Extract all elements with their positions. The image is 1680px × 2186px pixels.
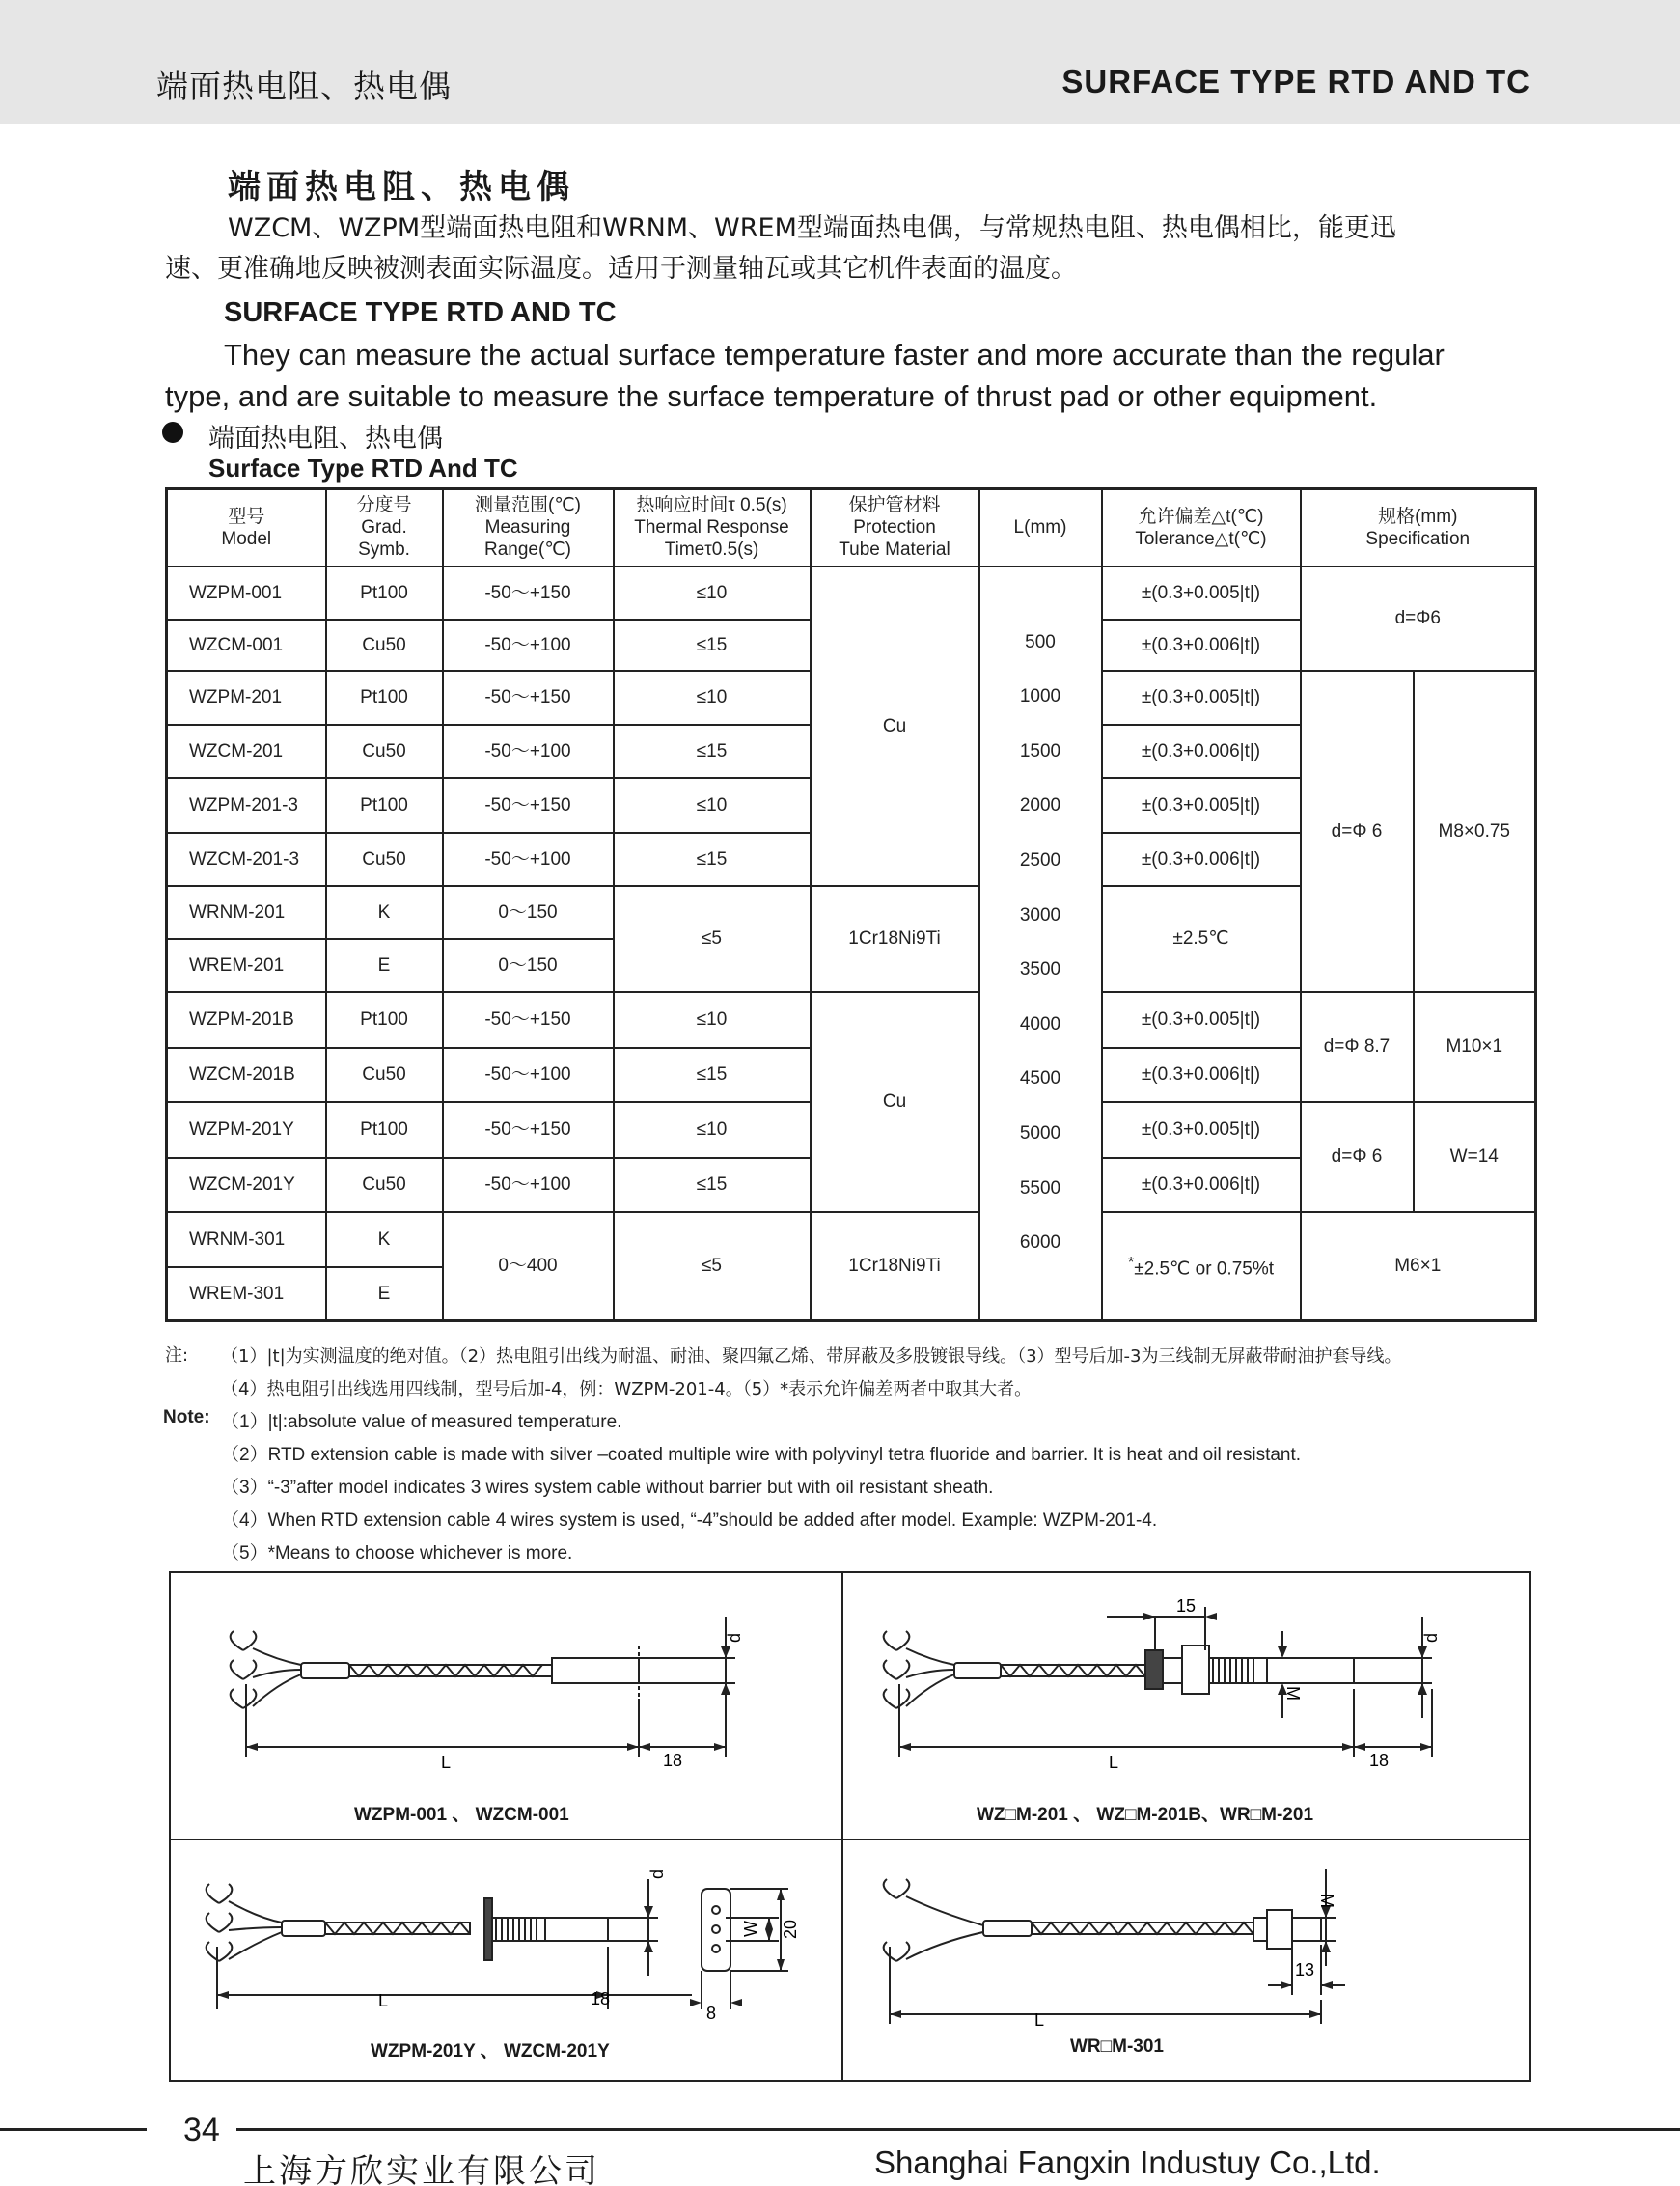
figure-wz-m-201-drawing — [843, 1573, 1533, 1839]
length-value: 4000 — [1019, 1013, 1061, 1035]
figure-label-4: WR□M-301 — [1070, 2036, 1164, 2057]
cell-time: ≤10 — [614, 778, 811, 833]
cell-range: -50～+150 — [443, 671, 614, 725]
cell-time: ≤10 — [614, 1102, 811, 1158]
table-row — [167, 1212, 1536, 1267]
cell-spec-d: d=Φ 6 — [1301, 1102, 1414, 1212]
cell-model: WZCM-201-3 — [167, 833, 326, 886]
length-value: 4500 — [1019, 1068, 1061, 1090]
figure-label-3: WZPM-201Y 、 WZCM-201Y — [371, 2041, 610, 2061]
footer-company-cn: 上海方欣实业有限公司 — [243, 2152, 600, 2186]
notes-label-en: Note: — [163, 1407, 210, 1427]
dim-18-label: 18 — [663, 1751, 683, 1770]
length-value: 3500 — [1019, 959, 1061, 981]
cell-tolerance: *±2.5℃ or 0.75%t — [1102, 1212, 1301, 1321]
note-en-line3: （3）“-3”after model indicates 3 wires system cable without barrier but with oil resistant sheath. — [221, 1478, 994, 1498]
cell-model: WZPM-201 — [167, 671, 326, 725]
intro-en-line2: type, and are suitable to measure the surface temperature of thrust pad or other equipment. — [165, 379, 1378, 413]
length-value: 500 — [1025, 631, 1056, 652]
intro-en-line1: They can measure the actual surface temperature faster and more accurate than the regular — [224, 338, 1445, 372]
table-row — [167, 567, 1536, 620]
cell-model: WZPM-201-3 — [167, 778, 326, 833]
cell-model: WZCM-001 — [167, 620, 326, 671]
length-value: 1000 — [1019, 686, 1061, 707]
dim-L-label: L — [1109, 1753, 1119, 1772]
note-en-line5: （5）*Means to choose whichever is more. — [221, 1543, 573, 1563]
header-spec: 规格(mm) Specification — [1301, 489, 1536, 567]
note-en-line2: （2）RTD extension cable is made with silver –coated multiple wire with polyvinyl tetra fluoride and barrier. It is heat and oil resistant. — [221, 1445, 1302, 1465]
intro-cn-line2: 速、更准确地反映被测表面实际温度。适用于测量轴瓦或其它机件表面的温度。 — [165, 254, 1077, 284]
cell-tolerance: ±(0.3+0.005|t|) — [1102, 1102, 1301, 1158]
figure-301-drawing — [843, 1840, 1533, 2084]
header-time: 热响应时间τ 0.5(s) Thermal Response Timeτ0.5(s) — [614, 489, 811, 567]
cell-material: 1Cr18Ni9Ti — [811, 1212, 979, 1321]
cell-material: 1Cr18Ni9Ti — [811, 886, 979, 992]
length-value: 1500 — [1019, 740, 1061, 761]
section-heading-cn: 端面热电阻、热电偶 — [228, 168, 575, 207]
cell-range: 0～400 — [443, 1212, 614, 1321]
header-range: 测量范围(℃) Measuring Range(℃) — [443, 489, 614, 567]
cell-grad: Cu50 — [326, 833, 443, 886]
table-header-row — [167, 489, 1536, 567]
cell-tolerance: ±(0.3+0.006|t|) — [1102, 833, 1301, 886]
cell-range: -50～+150 — [443, 1102, 614, 1158]
dim-d-label: d — [725, 1632, 744, 1643]
bullet-icon — [162, 422, 183, 443]
cell-grad: Cu50 — [326, 1158, 443, 1212]
figure-label-1: WZPM-001 、 WZCM-001 — [354, 1805, 569, 1825]
cell-grad: E — [326, 1267, 443, 1321]
length-value: 2500 — [1019, 850, 1061, 872]
cell-grad: Cu50 — [326, 620, 443, 671]
dim-L-label: L — [378, 1991, 389, 2010]
cell-grad: Cu50 — [326, 725, 443, 778]
subheading-en: Surface Type RTD And TC — [208, 454, 518, 483]
cell-range: -50～+150 — [443, 992, 614, 1048]
note-cn-line1: （1）|t|为实测温度的绝对值。（2）热电阻引出线为耐温、耐油、聚四氟乙烯、带屏蔽及多股镀银导线。（3）型号后加-3为三线制无屏蔽带耐油护套导线。 — [221, 1346, 1402, 1367]
cell-grad: Pt100 — [326, 567, 443, 620]
cell-time: ≤15 — [614, 725, 811, 778]
length-value: 5500 — [1019, 1177, 1061, 1199]
dim-d-label: d — [647, 1868, 667, 1879]
cell-range: -50～+150 — [443, 567, 614, 620]
cell-spec-w: W=14 — [1414, 1102, 1536, 1212]
header-model: 型号 Model — [167, 489, 326, 567]
note-en-line4: （4）When RTD extension cable 4 wires system is used, “-4”should be added after model. Example: WZPM-201-4. — [221, 1510, 1158, 1531]
footer-rule-right — [236, 2128, 1680, 2131]
cell-time: ≤10 — [614, 671, 811, 725]
dim-M-label: M — [1283, 1686, 1303, 1701]
cell-tolerance: ±(0.3+0.006|t|) — [1102, 1048, 1301, 1102]
cell-range: 0～150 — [443, 886, 614, 939]
cell-spec-d: d=Φ 8.7 — [1301, 992, 1414, 1102]
length-value: 5000 — [1019, 1123, 1061, 1145]
cell-model: WRNM-201 — [167, 886, 326, 939]
cell-model: WZPM-201B — [167, 992, 326, 1048]
cell-range: -50～+100 — [443, 620, 614, 671]
dim-15-label: 15 — [1176, 1596, 1197, 1616]
dim-L-label: L — [441, 1753, 452, 1772]
dim-W-label: W — [741, 1921, 760, 1937]
cell-time: ≤15 — [614, 620, 811, 671]
cell-grad: Pt100 — [326, 992, 443, 1048]
cell-grad: K — [326, 1212, 443, 1267]
dim-d-label: d — [1421, 1632, 1441, 1643]
figure-wzpm-001-drawing — [171, 1573, 841, 1839]
dim-13-label: 13 — [1295, 1960, 1315, 1979]
cell-range: -50～+100 — [443, 833, 614, 886]
section-heading-en: SURFACE TYPE RTD AND TC — [224, 297, 617, 328]
intro-cn-line1: WZCM、WZPM型端面热电阻和WRNM、WREM型端面热电偶，与常规热电阻、热电偶相比，能更迅 — [228, 213, 1396, 243]
note-cn-line2: （4）热电阻引出线选用四线制，型号后加-4，例：WZPM-201-4。（5）*表示允许偏差两者中取其大者。 — [221, 1379, 1033, 1399]
cell-time: ≤15 — [614, 1048, 811, 1102]
dim-18-label: 18 — [1369, 1751, 1390, 1770]
cell-grad: Pt100 — [326, 778, 443, 833]
cell-time: ≤10 — [614, 567, 811, 620]
dim-18-label: 18 — [591, 1989, 611, 2008]
cell-grad: Pt100 — [326, 1102, 443, 1158]
cell-model: WZCM-201B — [167, 1048, 326, 1102]
cell-time: ≤15 — [614, 1158, 811, 1212]
cell-tolerance: ±(0.3+0.005|t|) — [1102, 778, 1301, 833]
cell-tolerance: ±2.5℃ — [1102, 886, 1301, 992]
cell-time: ≤15 — [614, 833, 811, 886]
header-title-cn: 端面热电阻、热电偶 — [156, 68, 452, 105]
notes-label-cn: 注: — [165, 1345, 189, 1366]
cell-time: ≤5 — [614, 1212, 811, 1321]
length-value: 6000 — [1019, 1232, 1061, 1254]
spec-table — [165, 487, 1537, 1322]
cell-tolerance: ±(0.3+0.006|t|) — [1102, 1158, 1301, 1212]
cell-range: 0～150 — [443, 939, 614, 992]
cell-range: -50～+100 — [443, 1048, 614, 1102]
cell-model: WZCM-201Y — [167, 1158, 326, 1212]
cell-lengths — [979, 567, 1102, 1321]
header-band — [0, 0, 1680, 124]
cell-model: WZCM-201 — [167, 725, 326, 778]
cell-range: -50～+100 — [443, 725, 614, 778]
length-value: 3000 — [1019, 904, 1061, 926]
dim-20-label: 20 — [781, 1919, 800, 1939]
cell-spec-m: M10×1 — [1414, 992, 1536, 1102]
cell-tolerance: ±(0.3+0.005|t|) — [1102, 567, 1301, 620]
cell-spec-m: M8×0.75 — [1414, 671, 1536, 992]
header-length: L(mm) — [979, 489, 1102, 567]
dim-L-label: L — [1034, 2010, 1045, 2030]
note-en-line1: （1）|t|:absolute value of measured temperature. — [221, 1412, 622, 1432]
dim-M-label: M — [1317, 1894, 1336, 1908]
cell-model: WRNM-301 — [167, 1212, 326, 1267]
cell-material: Cu — [811, 992, 979, 1212]
cell-grad: Pt100 — [326, 671, 443, 725]
subheading-cn: 端面热电阻、热电偶 — [208, 424, 443, 454]
cell-spec: M6×1 — [1301, 1212, 1536, 1321]
table-row — [167, 992, 1536, 1048]
length-value: 2000 — [1019, 795, 1061, 816]
cell-tolerance: ±(0.3+0.005|t|) — [1102, 671, 1301, 725]
footer-rule-left — [0, 2128, 147, 2131]
footer-company-en: Shanghai Fangxin Industuy Co.,Ltd. — [874, 2144, 1381, 2180]
cell-range: -50～+150 — [443, 778, 614, 833]
cell-grad: E — [326, 939, 443, 992]
header-title-en: SURFACE TYPE RTD AND TC — [1061, 64, 1530, 99]
cell-model: WREM-201 — [167, 939, 326, 992]
header-material: 保护管材料 Protection Tube Material — [811, 489, 979, 567]
page-number: 34 — [183, 2112, 220, 2148]
dim-8-label: 8 — [706, 2004, 717, 2023]
figure-label-2: WZ□M-201 、 WZ□M-201B、WR□M-201 — [977, 1805, 1314, 1825]
cell-range: -50～+100 — [443, 1158, 614, 1212]
figures-panel — [169, 1571, 1531, 2082]
cell-time: ≤10 — [614, 992, 811, 1048]
cell-time: ≤5 — [614, 886, 811, 992]
cell-material: Cu — [811, 567, 979, 886]
cell-grad: Cu50 — [326, 1048, 443, 1102]
cell-spec: d=Φ6 — [1301, 567, 1536, 671]
cell-grad: K — [326, 886, 443, 939]
cell-tolerance: ±(0.3+0.006|t|) — [1102, 725, 1301, 778]
cell-spec-d: d=Φ 6 — [1301, 671, 1414, 992]
cell-model: WZPM-201Y — [167, 1102, 326, 1158]
cell-model: WREM-301 — [167, 1267, 326, 1321]
header-grad: 分度号 Grad. Symb. — [326, 489, 443, 567]
cell-model: WZPM-001 — [167, 567, 326, 620]
cell-tolerance: ±(0.3+0.005|t|) — [1102, 992, 1301, 1048]
header-tolerance: 允许偏差△t(℃) Tolerance△t(℃) — [1102, 489, 1301, 567]
cell-tolerance: ±(0.3+0.006|t|) — [1102, 620, 1301, 671]
